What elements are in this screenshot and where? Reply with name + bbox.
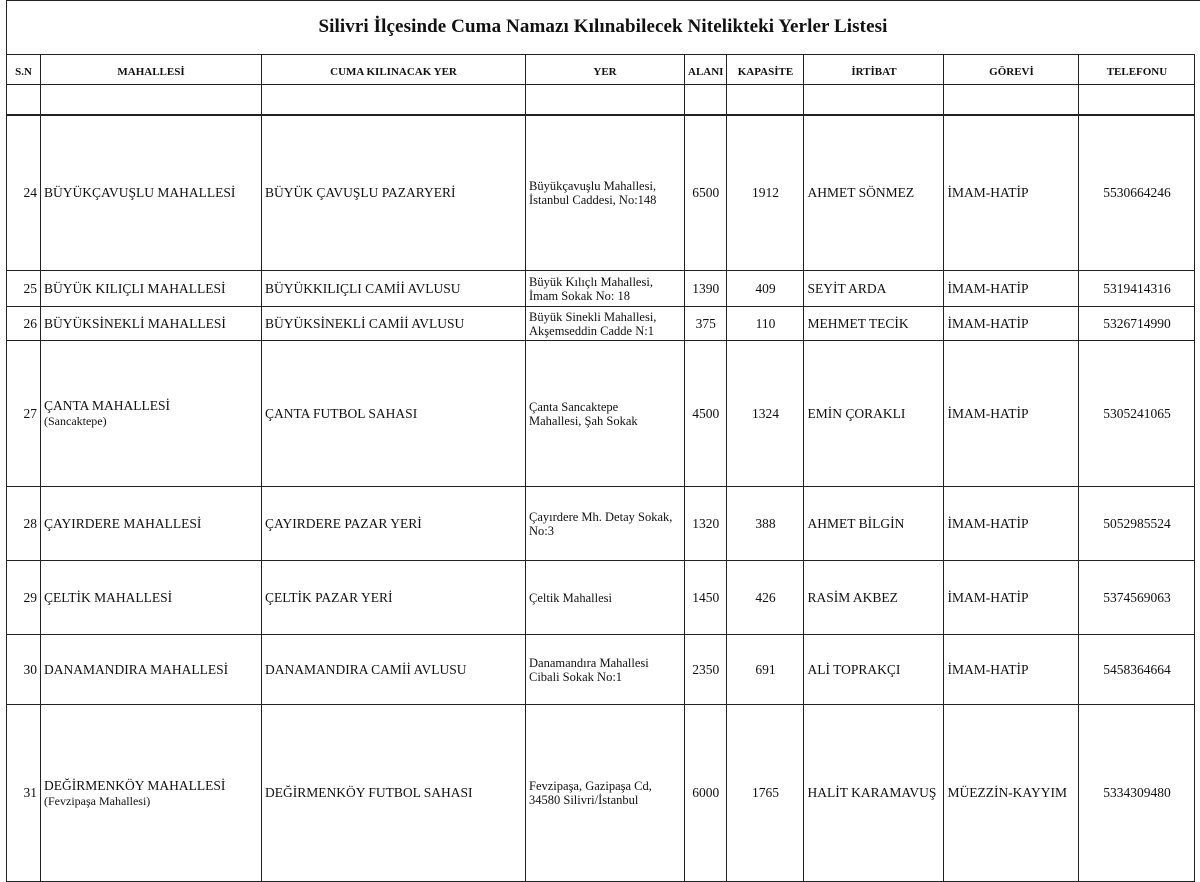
yer-line-1: Çayırdere Mh. Detay Sokak, <box>529 509 673 524</box>
cell-alan: 2350 <box>685 635 727 705</box>
cell-mahalle <box>41 341 262 487</box>
cell-cuma-yer: DANAMANDIRA CAMİİ AVLUSU <box>262 635 526 705</box>
header-spacer <box>7 85 1195 115</box>
header-sn: S.N <box>7 55 41 85</box>
yer-line-2: İmam Sokak No: 18 <box>529 288 631 303</box>
cell-mahalle <box>41 271 262 307</box>
cell-alan: 1450 <box>685 561 727 635</box>
cell-telefon: 5052985524 <box>1079 487 1195 561</box>
cell-kapasite: 1765 <box>727 705 804 882</box>
cell-irtibat: SEYİT ARDA <box>804 271 944 307</box>
cell-yer <box>526 115 685 271</box>
cell-mahalle <box>41 635 262 705</box>
cell-sn: 25 <box>7 271 41 307</box>
cell-telefon: 5305241065 <box>1079 341 1195 487</box>
cell-kapasite: 409 <box>727 271 804 307</box>
table-row <box>7 271 1195 307</box>
yer-line-1: Büyük Sinekli Mahallesi, <box>529 309 657 324</box>
cell-sn: 24 <box>7 115 41 271</box>
cell-kapasite: 426 <box>727 561 804 635</box>
cell-cuma-yer: BÜYÜKSİNEKLİ CAMİİ AVLUSU <box>262 307 526 341</box>
places-table <box>6 54 1195 882</box>
table-row <box>7 635 1195 705</box>
yer-line-2: İstanbul Caddesi, No:148 <box>529 192 657 207</box>
cell-yer <box>526 271 685 307</box>
cell-irtibat: HALİT KARAMAVUŞ <box>804 705 944 882</box>
cell-kapasite: 110 <box>727 307 804 341</box>
mahalle-sub: (Fevzipaşa Mahallesi) <box>44 793 151 808</box>
yer-line-1: Danamandıra Mahallesi <box>529 655 649 670</box>
cell-cuma-yer: BÜYÜK ÇAVUŞLU PAZARYERİ <box>262 115 526 271</box>
cell-kapasite: 1324 <box>727 341 804 487</box>
cell-irtibat: AHMET BİLGİN <box>804 487 944 561</box>
mahalle-name: BÜYÜKÇAVUŞLU MAHALLESİ <box>44 184 236 200</box>
cell-yer <box>526 561 685 635</box>
cell-sn: 27 <box>7 341 41 487</box>
cell-sn: 30 <box>7 635 41 705</box>
cell-gorev: İMAM-HATİP <box>944 307 1079 341</box>
header-irtibat: İRTİBAT <box>804 55 944 85</box>
cell-alan: 4500 <box>685 341 727 487</box>
header-kapasite: KAPASİTE <box>727 55 804 85</box>
yer-line-1: Büyük Kılıçlı Mahallesi, <box>529 274 653 289</box>
cell-cuma-yer: ÇELTİK PAZAR YERİ <box>262 561 526 635</box>
cell-sn: 28 <box>7 487 41 561</box>
header-alan: ALANI <box>685 55 727 85</box>
cell-yer <box>526 635 685 705</box>
header-mahalle: MAHALLESİ <box>41 55 262 85</box>
yer-line-1: Çanta Sancaktepe <box>529 399 619 414</box>
mahalle-name: BÜYÜKSİNEKLİ MAHALLESİ <box>44 315 226 331</box>
cell-alan: 6000 <box>685 705 727 882</box>
yer-line-2: Mahallesi, Şah Sokak <box>529 413 638 428</box>
table-row <box>7 115 1195 271</box>
cell-telefon: 5374569063 <box>1079 561 1195 635</box>
cell-kapasite: 1912 <box>727 115 804 271</box>
cell-irtibat: AHMET SÖNMEZ <box>804 115 944 271</box>
table-row <box>7 561 1195 635</box>
cell-yer <box>526 487 685 561</box>
cell-alan: 6500 <box>685 115 727 271</box>
cell-kapasite: 691 <box>727 635 804 705</box>
yer-line-1: Fevzipaşa, Gazipaşa Cd, <box>529 779 652 793</box>
cell-mahalle <box>41 307 262 341</box>
cell-gorev: İMAM-HATİP <box>944 561 1079 635</box>
cell-telefon: 5326714990 <box>1079 307 1195 341</box>
cell-alan: 1320 <box>685 487 727 561</box>
yer-line-2: Cibali Sokak No:1 <box>529 669 623 684</box>
cell-kapasite: 388 <box>727 487 804 561</box>
cell-gorev: İMAM-HATİP <box>944 115 1079 271</box>
cell-mahalle <box>41 561 262 635</box>
cell-mahalle <box>41 487 262 561</box>
mahalle-name: DANAMANDIRA MAHALLESİ <box>44 661 229 677</box>
cell-yer <box>526 341 685 487</box>
table-row <box>7 307 1195 341</box>
page-title: Silivri İlçesinde Cuma Namazı Kılınabilecek Nitelikteki Yerler Listesi <box>318 16 888 37</box>
cell-irtibat: EMİN ÇORAKLI <box>804 341 944 487</box>
cell-telefon: 5334309480 <box>1079 705 1195 882</box>
table-row <box>7 487 1195 561</box>
header-cuma-yer: CUMA KILINACAK YER <box>262 55 526 85</box>
yer-line-1: Çeltik Mahallesi <box>529 590 612 605</box>
cell-alan: 1390 <box>685 271 727 307</box>
yer-line-2: Akşemseddin Cadde N:1 <box>529 323 654 338</box>
mahalle-name: ÇANTA MAHALLESİ <box>44 398 171 413</box>
cell-gorev: İMAM-HATİP <box>944 487 1079 561</box>
yer-line-1: Büyükçavuşlu Mahallesi, <box>529 178 657 193</box>
cell-irtibat: ALİ TOPRAKÇI <box>804 635 944 705</box>
yer-line-2: No:3 <box>529 523 554 538</box>
cell-yer <box>526 307 685 341</box>
cell-gorev: İMAM-HATİP <box>944 271 1079 307</box>
mahalle-sub: (Sancaktepe) <box>44 414 107 428</box>
cell-irtibat: MEHMET TECİK <box>804 307 944 341</box>
cell-sn: 26 <box>7 307 41 341</box>
cell-telefon: 5458364664 <box>1079 635 1195 705</box>
mahalle-name: BÜYÜK KILIÇLI MAHALLESİ <box>44 280 226 296</box>
cell-telefon: 5319414316 <box>1079 271 1195 307</box>
cell-gorev: İMAM-HATİP <box>944 341 1079 487</box>
cell-cuma-yer: DEĞİRMENKÖY FUTBOL SAHASI <box>262 705 526 882</box>
header-yer: YER <box>526 55 685 85</box>
cell-irtibat: RASİM AKBEZ <box>804 561 944 635</box>
cell-gorev: MÜEZZİN-KAYYIM <box>944 705 1079 882</box>
mahalle-name: ÇELTİK MAHALLESİ <box>44 589 173 605</box>
header-gorev: GÖREVİ <box>944 55 1079 85</box>
header-telefon: TELEFONU <box>1079 55 1195 85</box>
cell-gorev: İMAM-HATİP <box>944 635 1079 705</box>
mahalle-name: ÇAYIRDERE MAHALLESİ <box>44 515 202 531</box>
mahalle-name: DEĞİRMENKÖY MAHALLESİ <box>44 777 226 793</box>
cell-telefon: 5530664246 <box>1079 115 1195 271</box>
table-row <box>7 341 1195 487</box>
cell-sn: 31 <box>7 705 41 882</box>
cell-alan: 375 <box>685 307 727 341</box>
cell-mahalle <box>41 115 262 271</box>
yer-line-2: 34580 Silivri/İstanbul <box>529 793 639 807</box>
cell-cuma-yer: ÇANTA FUTBOL SAHASI <box>262 341 526 487</box>
cell-sn: 29 <box>7 561 41 635</box>
cell-cuma-yer: BÜYÜKKILIÇLI CAMİİ AVLUSU <box>262 271 526 307</box>
cell-cuma-yer: ÇAYIRDERE PAZAR YERİ <box>262 487 526 561</box>
header-row <box>7 55 1195 85</box>
